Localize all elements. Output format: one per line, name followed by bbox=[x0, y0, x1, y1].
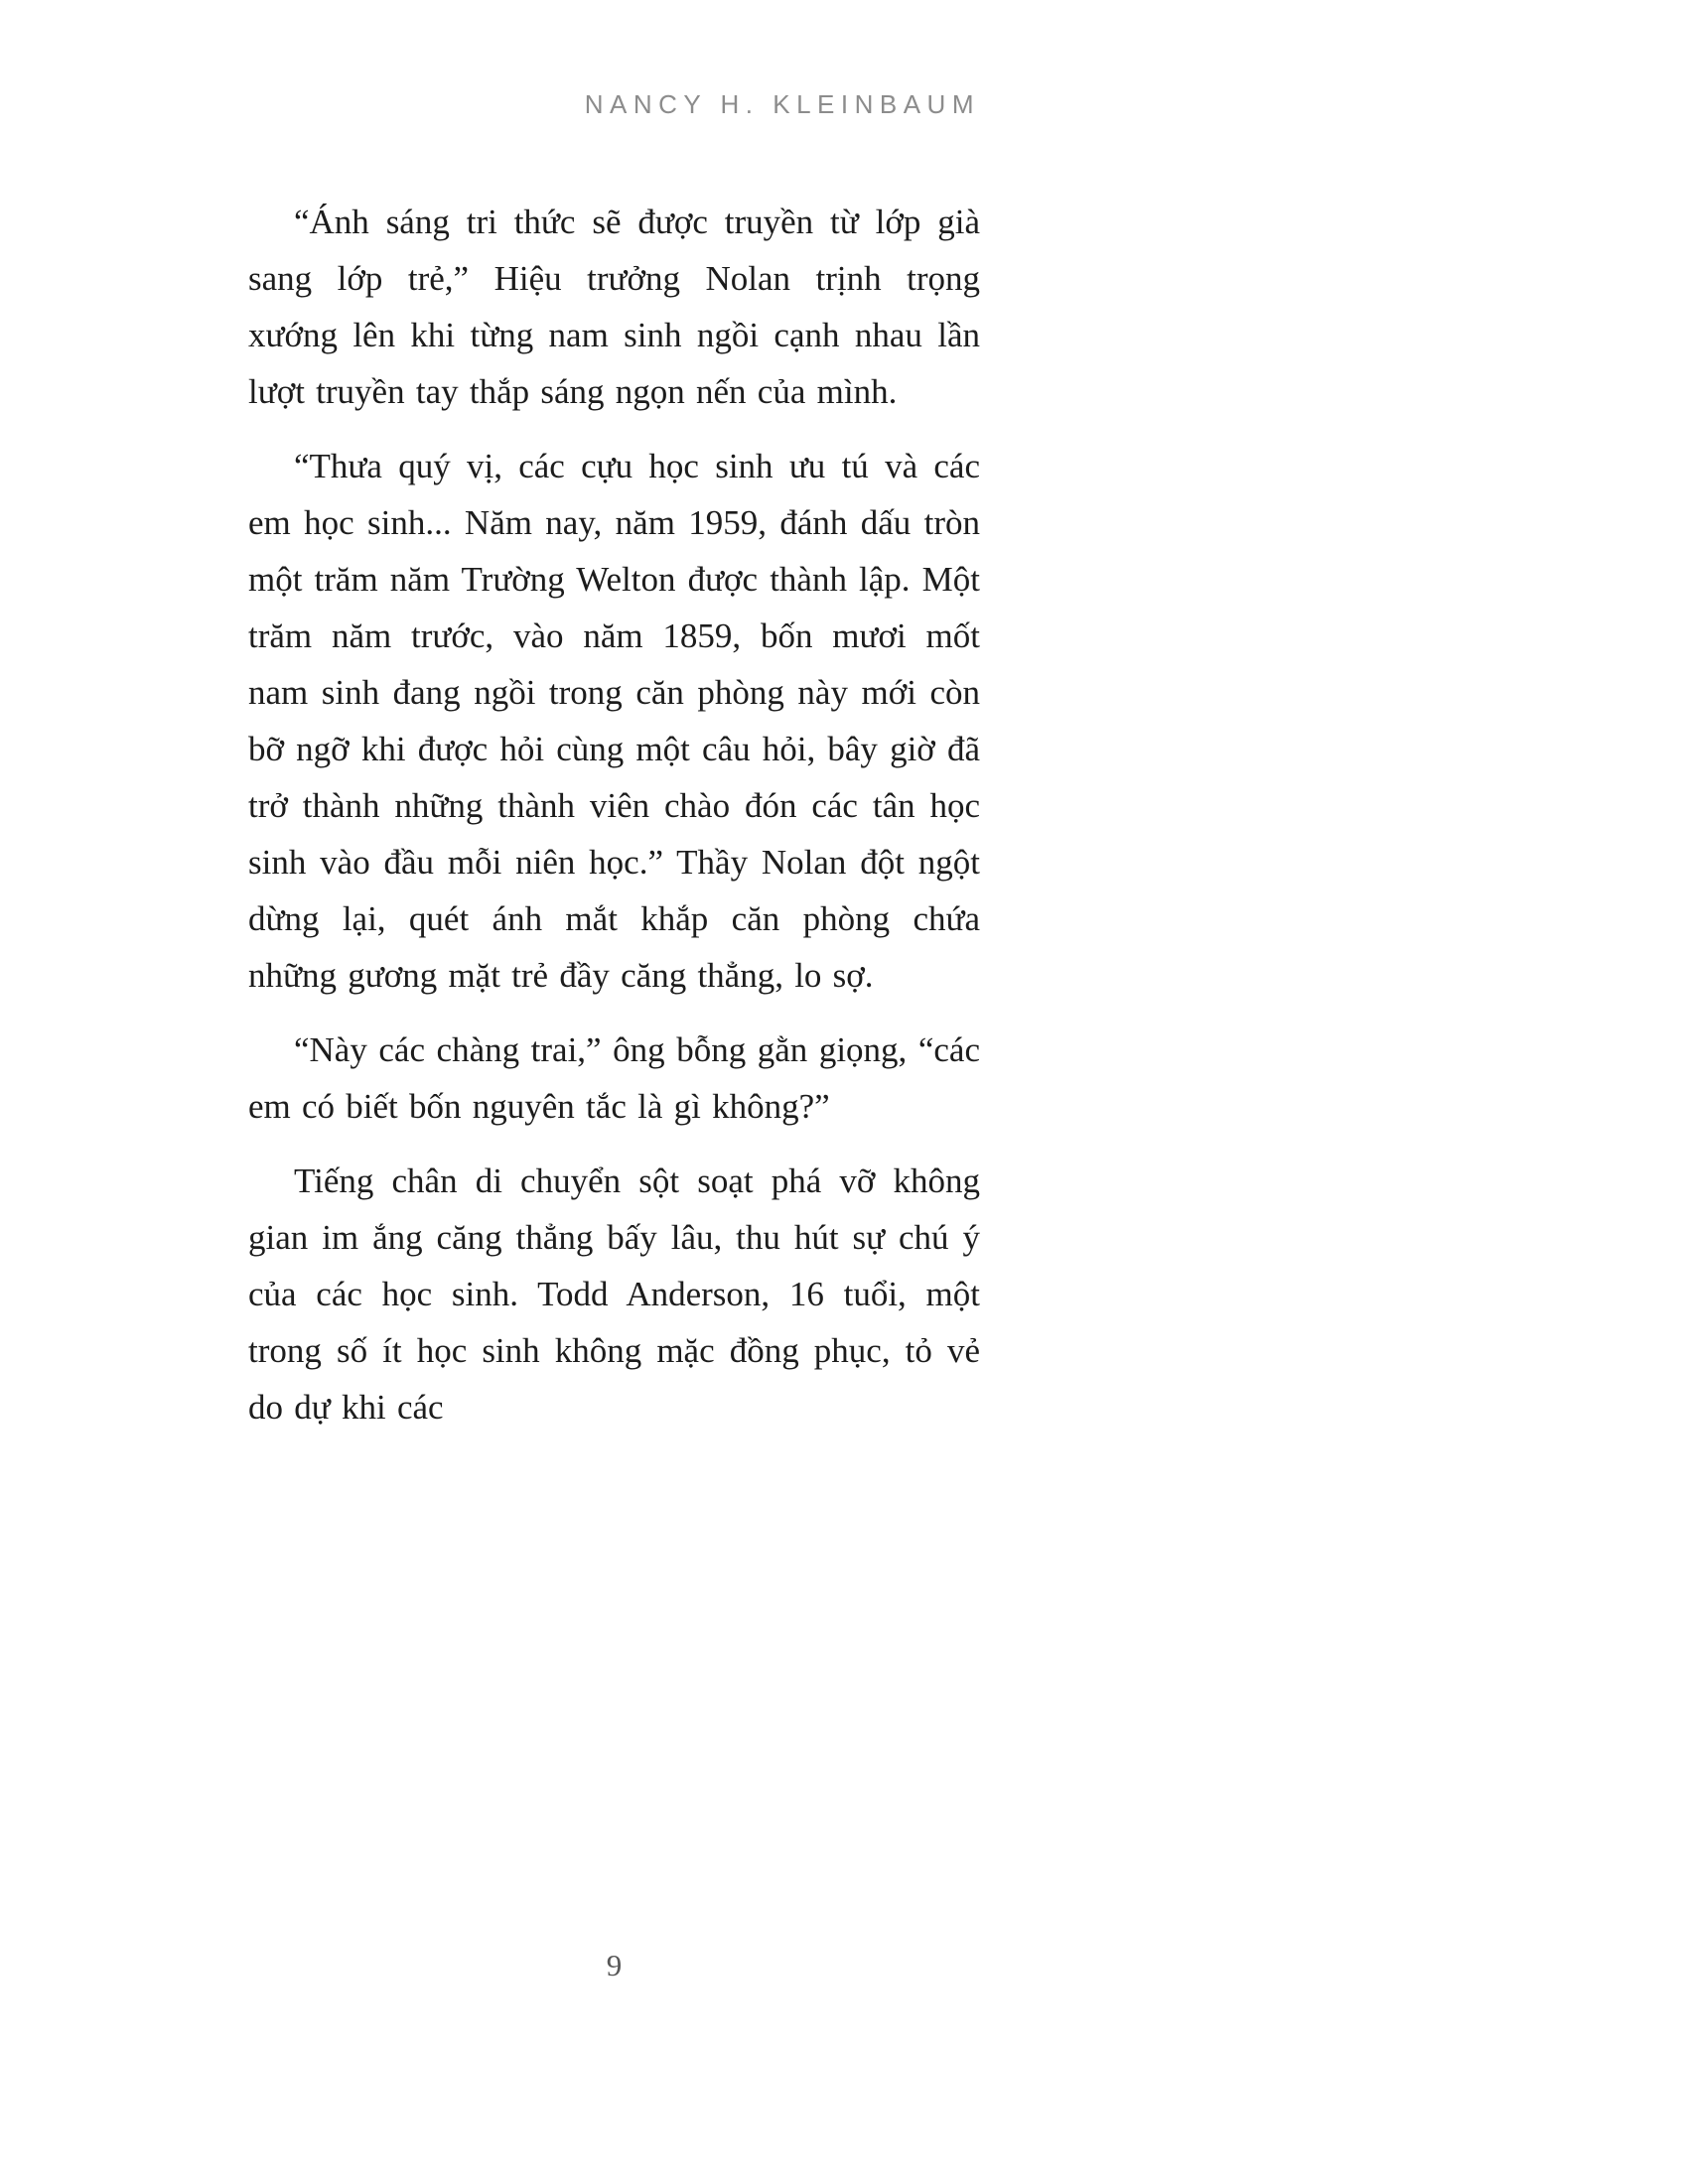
body-paragraph-1: “Ánh sáng tri thức sẽ được truyền từ lớp già sang lớp trẻ,” Hiệu trưởng Nolan trịnh trọng xướng lên khi từng nam sinh ngồi cạnh nhau lần lượt truyền tay thắp sáng ngọn nến của mình. bbox=[248, 203, 980, 411]
body-paragraph-2: “Thưa quý vị, các cựu học sinh ưu tú và các em học sinh... Năm nay, năm 1959, đánh dấu tròn một trăm năm Trường Welton được thành lập. Một trăm năm trước, vào năm 1859, bốn mươi mốt nam sinh đang ngồi trong căn phòng này mới còn bỡ ngỡ khi được hỏi cùng một câu hỏi, bây giờ đã trở thành những thành viên chào đón các tân học sinh vào đầu mỗi niên học.” Thầy Nolan đột ngột dừng lại, quét ánh mắt khắp căn phòng chứa những gương mặt trẻ đầy căng thẳng, lo sợ. bbox=[248, 447, 980, 995]
running-header: NANCY H. KLEINBAUM bbox=[584, 89, 980, 119]
body-paragraph-3: “Này các chàng trai,” ông bỗng gằn giọng, “các em có biết bốn nguyên tắc là gì không?” bbox=[248, 1030, 980, 1126]
page-number: 9 bbox=[606, 1948, 623, 1982]
body-paragraph-4: Tiếng chân di chuyển sột soạt phá vỡ không gian im ắng căng thẳng bấy lâu, thu hút sự chú ý của các học sinh. Todd Anderson, 16 tuổi, một trong số ít học sinh không mặc đồng phục, tỏ vẻ do dự khi các bbox=[248, 1161, 980, 1427]
text-column bbox=[248, 89, 980, 1453]
